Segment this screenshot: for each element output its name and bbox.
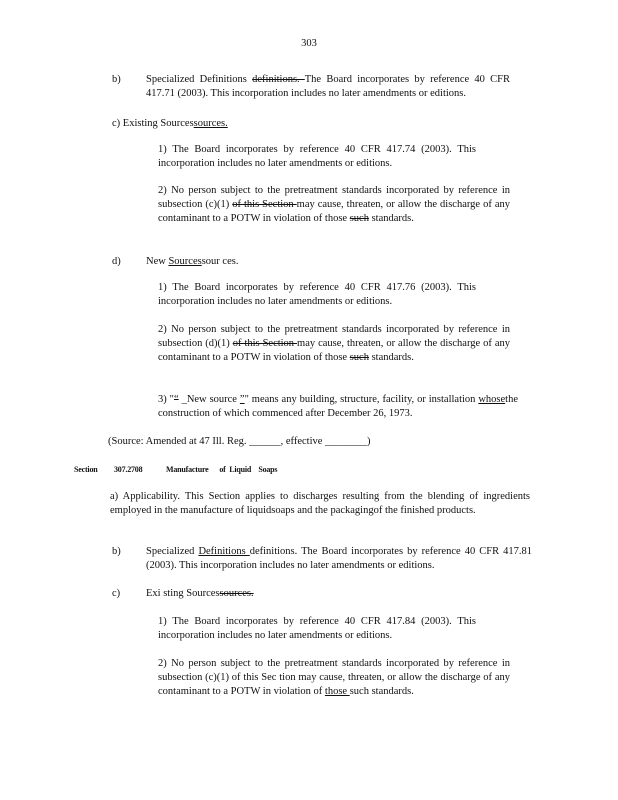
- item-a-applicability: a) Applicability. This Section applies to discharges resulting from the blending of ingredients employed in the manufacture of liquidsoaps and the packagingof the finished products.: [110, 491, 530, 516]
- item-d-3: [158, 393, 518, 421]
- item-b2-text-2: definitions. The Board incorporates by reference 40 CFR 417.81 (2003). This incorporation includes no later amendments or editions.: [146, 546, 532, 571]
- item-c2-label: c): [112, 588, 121, 599]
- item-d-2-text-2: may cause, threaten, or allow the discharge of any contaminant to a POTW in violation of those: [158, 338, 510, 363]
- item-d-3-deleted-1: “: [173, 394, 179, 405]
- item-c-2: [158, 184, 510, 226]
- item-d-3-text-3: " means any building, structure, facility, or installation: [244, 394, 479, 405]
- item-b2-inserted: Definitions: [198, 546, 250, 557]
- item-c-2-text-2: may cause, threaten, or allow the discharge of any contaminant to a POTW in violation of those: [158, 199, 510, 224]
- item-b-text-1: Specialized Definitions: [146, 74, 253, 85]
- item-c-2-text-1: 2) No person subject to the pretreatment standards incorporated by reference in subsection (c)(1): [158, 185, 510, 210]
- page-number: 303: [301, 38, 317, 49]
- item-c2-2-text-1: 2) No person subject to the pretreatment standards incorporated by reference in subsection (c)(1) of this Sec tion may cause, threaten, or allow the discharge of any contaminant to a POTW in violation of: [158, 658, 510, 697]
- item-b2-text-1: Specialized: [146, 546, 199, 557]
- item-c2-text-1: Exi sting Sources: [146, 588, 220, 599]
- item-c-2-deleted-2: such: [349, 213, 369, 224]
- item-c-inserted: sources.: [193, 118, 228, 129]
- item-b2-text: [146, 545, 532, 573]
- section-number: 307.2708: [114, 465, 143, 474]
- item-d-2-text-3: standards.: [368, 352, 414, 363]
- item-c-1: 1) The Board incorporates by reference 40 CFR 417.74 (2003). This incorporation includes no later amendments or editions.: [158, 144, 476, 169]
- item-d-label: d): [112, 256, 121, 267]
- item-d-3-text-2: _New source: [178, 394, 240, 405]
- item-c2-2: [158, 657, 510, 699]
- item-c-2-text-3: standards.: [368, 213, 414, 224]
- item-d-3-text-1: 3) ": [158, 394, 174, 405]
- item-b-text: [146, 73, 510, 101]
- item-d-text-1: New: [146, 256, 169, 267]
- item-c2-2-text-2: such standards.: [349, 686, 414, 697]
- item-c2-1: 1) The Board incorporates by reference 40 CFR 417.84 (2003). This incorporation includes no later amendments or editions.: [158, 616, 476, 641]
- item-d-2: [158, 323, 510, 365]
- item-c-2-deleted-1: of this Section: [232, 199, 297, 210]
- item-d-1: 1) The Board incorporates by reference 40 CFR 417.76 (2003). This incorporation includes no later amendments or editions.: [158, 282, 476, 307]
- item-d-3-inserted-2: whose: [478, 394, 506, 405]
- item-b2-label: b): [112, 546, 121, 557]
- item-b-text-2: The Board incorporates by reference 40 CFR 417.71 (2003). This incorporation includes no later amendments or editions.: [146, 74, 510, 99]
- item-d-3-text-4: the construction of which commenced after December 26, 1973.: [158, 394, 518, 419]
- source-note: (Source: Amended at 47 Ill. Reg. ______, effective ________): [108, 436, 371, 447]
- item-c2-deleted: sources.: [219, 588, 254, 599]
- item-d-3-inserted-1: ”: [239, 394, 245, 405]
- item-d-2-deleted-2: such: [349, 352, 369, 363]
- item-d-2-deleted-1: of this Section: [232, 338, 298, 349]
- item-d-inserted: Sources: [168, 256, 202, 267]
- item-d-heading: [146, 255, 238, 269]
- section-title: Manufacture of Liquid Soaps: [166, 465, 278, 474]
- item-d-text-2: sour ces.: [201, 256, 239, 267]
- item-d-2-text-1: 2) No person subject to the pretreatment standards incorporated by reference in subsection (d)(1): [158, 324, 510, 349]
- item-c-heading: [112, 117, 228, 131]
- item-b-label: b): [112, 74, 121, 85]
- section-label: Section: [74, 465, 98, 474]
- item-c2-2-inserted: those: [324, 686, 350, 697]
- item-c2-heading: [146, 587, 254, 601]
- item-b-deleted: definitions.: [252, 74, 305, 85]
- item-c-label: c) Existing Sources: [112, 118, 194, 129]
